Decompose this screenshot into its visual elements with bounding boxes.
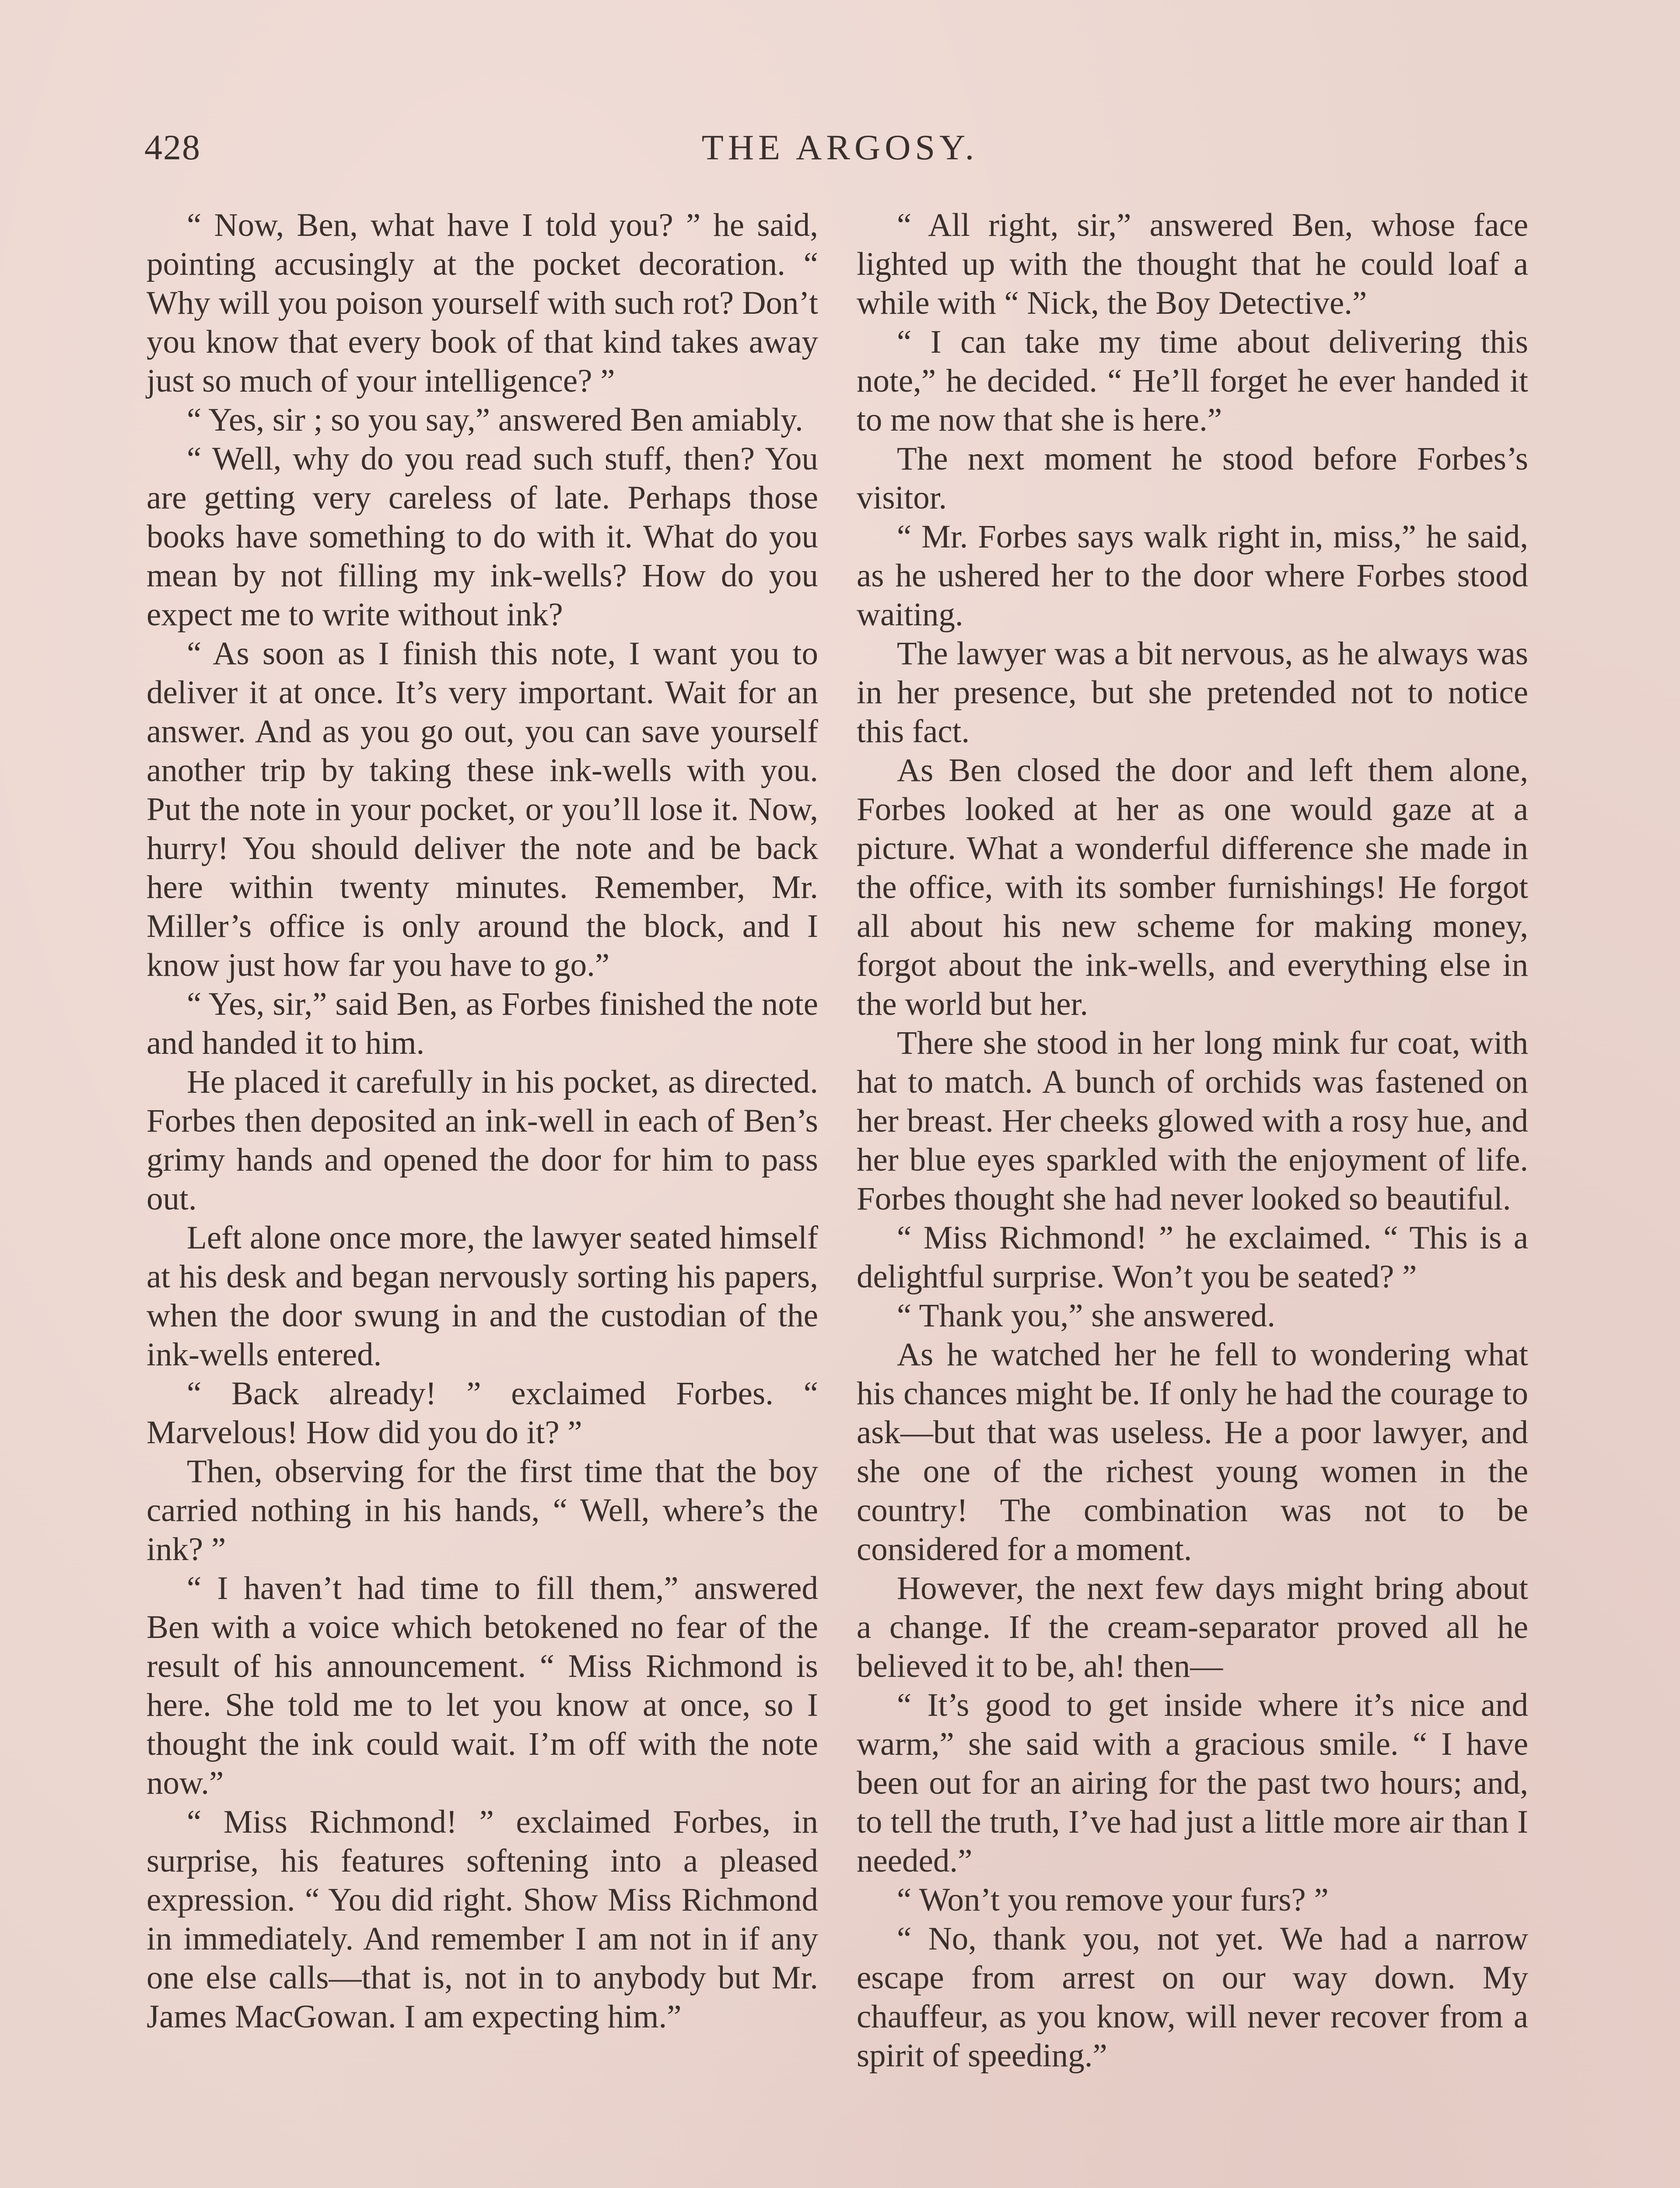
paragraph: “ Well, why do you read such stuff, then? You are getting very careless of late. Perhaps those books have something to do with it. What do you mean by not filling my ink-wells? How do you expect me to write without ink? bbox=[147, 441, 818, 633]
paragraph: “ Won’t you remove your furs? ” bbox=[897, 1882, 1329, 1918]
paragraph: There she stood in her long mink fur coat, with hat to match. A bunch of orchids was fastened on her breast. Her cheeks glowed with a rosy hue, and her blue eyes sparkled with the enjoyment of life. Forbes thought she had never looked so beautiful. bbox=[857, 1025, 1528, 1217]
paragraph: “ Miss Richmond! ” he exclaimed. “ This is a delightful surprise. Won’t you be seated? ” bbox=[857, 1220, 1528, 1295]
paragraph: “ Now, Ben, what have I told you? ” he said, pointing accusingly at the pocket decoration. “ Why will you poison yourself with such rot? Don’t you know that every book of that kind takes away just so much of your intelligence? ” bbox=[147, 207, 818, 399]
paragraph: However, the next few days might bring about a change. If the cream-separator proved all he believed it to be, ah! then— bbox=[857, 1570, 1528, 1684]
paragraph: Then, observing for the first time that the boy carried nothing in his hands, “ Well, where’s the ink? ” bbox=[147, 1453, 818, 1567]
paragraph: “ I can take my time about delivering this note,” he decided. “ He’ll forget he ever handed it to me now that she is here.” bbox=[857, 324, 1528, 438]
page-header bbox=[144, 127, 1536, 175]
paragraph: “ I haven’t had time to fill them,” answered Ben with a voice which betokened no fear of the result of his announcement. “ Miss Richmond is here. She told me to let you know at once, so I thought the ink could wait. I’m off with the note now.” bbox=[147, 1570, 818, 1801]
right-column bbox=[857, 206, 1528, 2075]
paragraph: As he watched her he fell to wondering what his chances might be. If only he had the courage to ask—but that was useless. He a poor lawyer, and she one of the richest young women in the country! The combination was not to be considered for a moment. bbox=[857, 1336, 1528, 1567]
left-column bbox=[147, 206, 818, 2036]
paragraph: “ No, thank you, not yet. We had a narrow escape from arrest on our way down. My chauffeur, as you know, will never recover from a spirit of speeding.” bbox=[857, 1921, 1528, 2074]
paragraph: “ Thank you,” she answered. bbox=[897, 1297, 1275, 1334]
paragraph: “ Miss Richmond! ” exclaimed Forbes, in surprise, his features softening into a pleased expression. “ You did right. Show Miss Richmond in immediately. And remember I am not in if any one else calls—that is, not in to anybody but Mr. James MacGowan. I am expecting him.” bbox=[147, 1804, 818, 2035]
paragraph: He placed it carefully in his pocket, as directed. Forbes then deposited an ink-well in each of Ben’s grimy hands and opened the door for him to pass out. bbox=[147, 1064, 818, 1217]
page-number: 428 bbox=[144, 127, 201, 167]
paragraph: The next moment he stood before Forbes’s visitor. bbox=[857, 441, 1528, 516]
paragraph: Left alone once more, the lawyer seated himself at his desk and began nervously sorting his papers, when the door swung in and the custodian of the ink-wells entered. bbox=[147, 1220, 818, 1373]
paragraph: “ Yes, sir ; so you say,” answered Ben amiably. bbox=[187, 402, 803, 438]
paragraph: The lawyer was a bit nervous, as he always was in her presence, but she pretended not to notice this fact. bbox=[857, 635, 1528, 750]
paragraph: “ All right, sir,” answered Ben, whose face lighted up with the thought that he could loaf a while with “ Nick, the Boy Detective.” bbox=[857, 207, 1528, 321]
paragraph: “ As soon as I finish this note, I want you to deliver it at once. It’s very important. Wait for an answer. And as you go out, you can save yourself another trip by taking these ink-wells with you. Put the note in your pocket, or you’ll lose it. Now, hurry! You should deliver the note and be back here within twenty minutes. Remember, Mr. Miller’s office is only around the block, and I know just how far you have to go.” bbox=[147, 635, 818, 983]
paragraph: As Ben closed the door and left them alone, Forbes looked at her as one would gaze at a picture. What a wonderful difference she made in the office, with its somber furnishings! He forgot all about his new scheme for making money, forgot about the ink-wells, and everything else in the world but her. bbox=[857, 752, 1528, 1022]
paragraph: “ Yes, sir,” said Ben, as Forbes finished the note and handed it to him. bbox=[147, 986, 818, 1061]
running-title: THE ARGOSY. bbox=[701, 127, 979, 167]
paragraph: “ Back already! ” exclaimed Forbes. “ Marvelous! How did you do it? ” bbox=[147, 1375, 818, 1451]
paragraph: “ Mr. Forbes says walk right in, miss,” he said, as he ushered her to the door where Forbes stood waiting. bbox=[857, 519, 1528, 633]
paragraph: “ It’s good to get inside where it’s nice and warm,” she said with a gracious smile. “ I have been out for an airing for the past two hours; and, to tell the truth, I’ve had just a little more air than I needed.” bbox=[857, 1687, 1528, 1879]
